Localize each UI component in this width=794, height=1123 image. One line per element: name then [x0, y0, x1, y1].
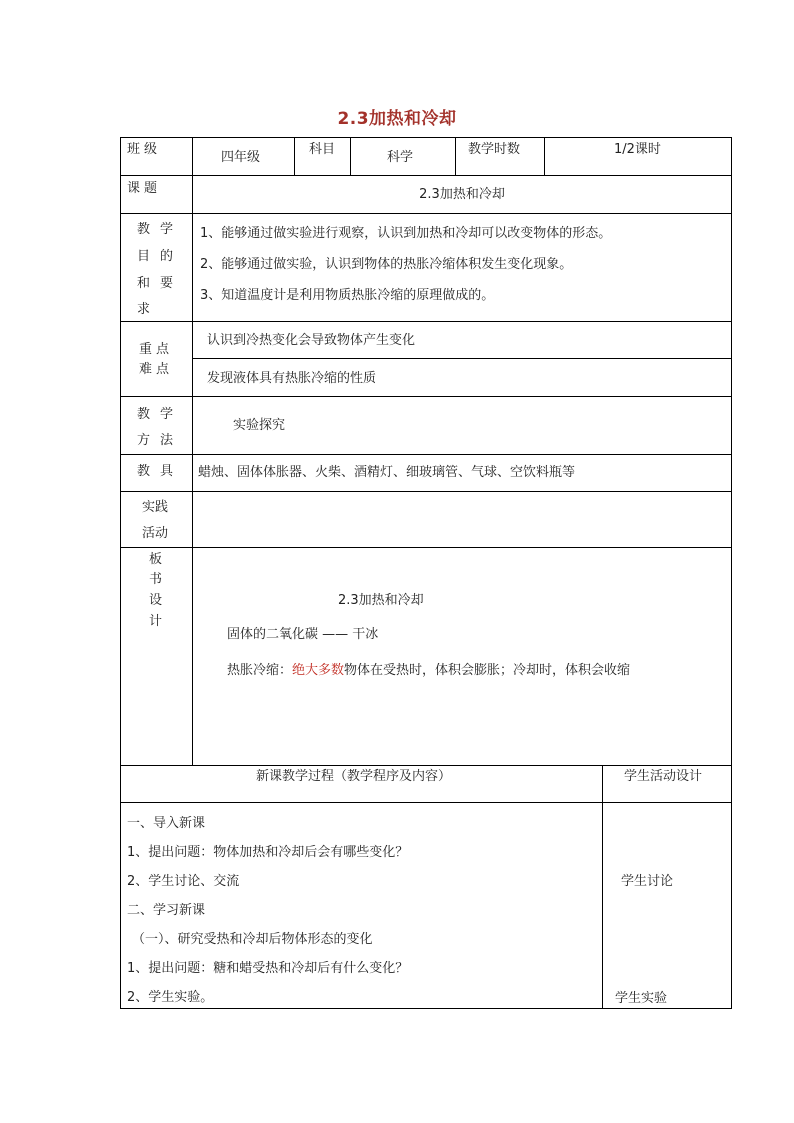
row-divider — [120, 765, 732, 766]
page-title: 2.3加热和冷却 — [337, 109, 457, 129]
board-line-2-prefix: 热胀冷缩： — [227, 663, 293, 678]
board-line-2-suffix: 物体在受热时，体积会膨胀；冷却时，体积会收缩 — [344, 663, 631, 678]
process-line-6: 1、提出问题：糖和蜡受热和冷却后有什么变化？ — [127, 961, 409, 976]
row-divider — [192, 358, 732, 359]
difficulty-text: 发现液体具有热胀冷缩的性质 — [207, 371, 377, 386]
column-divider — [350, 137, 351, 175]
subject-value: 科学 — [387, 150, 414, 165]
board-line-2 — [227, 663, 630, 679]
objectives-label-1: 教学 — [137, 222, 184, 237]
process-line-7: 2、学生实验。 — [127, 990, 214, 1005]
objectives-label-4: 求 — [137, 302, 151, 317]
activity-column-divider — [602, 765, 603, 1008]
key-point-text: 认识到冷热变化会导致物体产生变化 — [207, 333, 416, 348]
column-divider — [544, 137, 545, 175]
row-divider — [120, 175, 732, 176]
subject-label: 科目 — [309, 142, 336, 157]
objective-item-3: 3、知道温度计是利用物质热胀冷缩的原理做成的。 — [200, 288, 495, 303]
objectives-label-3: 和要 — [137, 276, 184, 291]
table-border-top — [120, 137, 732, 138]
practice-label-2: 活动 — [142, 526, 169, 541]
row-divider — [120, 547, 732, 548]
class-value: 四年级 — [221, 150, 261, 165]
column-divider — [455, 137, 456, 175]
column-divider — [294, 137, 295, 175]
key-points-label-2: 难点 — [139, 362, 174, 377]
tools-label: 教具 — [137, 464, 184, 479]
method-label-2: 方法 — [137, 433, 184, 448]
process-line-1: 一、导入新课 — [127, 816, 206, 831]
practice-label-1: 实践 — [142, 500, 169, 515]
objective-item-1: 1、能够通过做实验进行观察，认识到加热和冷却可以改变物体的形态。 — [200, 226, 612, 241]
row-divider — [120, 396, 732, 397]
board-line-1: 固体的二氧化碳 —— 干冰 — [227, 627, 379, 642]
process-line-3: 2、学生讨论、交流 — [127, 874, 240, 889]
method-label-1: 教学 — [137, 407, 184, 422]
table-border-bottom — [120, 1008, 732, 1009]
row-divider — [120, 213, 732, 214]
row-divider — [120, 491, 732, 492]
hours-value: 1/2课时 — [614, 142, 661, 157]
board-label-2: 书 — [149, 572, 163, 587]
row-divider — [120, 454, 732, 455]
board-label-1: 板 — [149, 552, 163, 567]
process-line-2: 1、提出问题：物体加热和冷却后会有哪些变化？ — [127, 845, 409, 860]
board-label-3: 设 — [149, 593, 163, 608]
activity-item-1: 学生讨论 — [621, 874, 674, 889]
process-header: 新课教学过程（教学程序及内容） — [256, 769, 452, 784]
process-line-4: 二、学习新课 — [127, 903, 206, 918]
activity-header: 学生活动设计 — [624, 769, 703, 784]
board-heading: 2.3加热和冷却 — [338, 593, 424, 608]
board-label-4: 计 — [149, 614, 163, 629]
label-column-divider — [192, 137, 193, 765]
board-line-2-highlight: 绝大多数 — [292, 663, 345, 678]
row-divider — [120, 321, 732, 322]
process-line-5: （一）、研究受热和冷却后物体形态的变化 — [132, 932, 373, 947]
method-value: 实验探究 — [233, 418, 286, 433]
class-label: 班级 — [127, 142, 162, 157]
objective-item-2: 2、能够通过做实验，认识到物体的热胀冷缩体积发生变化现象。 — [200, 257, 573, 272]
activity-item-2: 学生实验 — [615, 991, 668, 1006]
objectives-label-2: 目的 — [137, 249, 184, 264]
lesson-value: 2.3加热和冷却 — [419, 187, 505, 202]
table-border-left — [120, 137, 121, 1009]
table-border-right — [731, 137, 732, 1009]
hours-label: 教学时数 — [468, 142, 521, 157]
lesson-label: 课题 — [127, 181, 162, 196]
key-points-label-1: 重点 — [139, 342, 174, 357]
row-divider — [120, 802, 732, 803]
tools-value: 蜡烛、固体体胀器、火柴、酒精灯、细玻璃管、气球、空饮料瓶等 — [198, 465, 576, 480]
